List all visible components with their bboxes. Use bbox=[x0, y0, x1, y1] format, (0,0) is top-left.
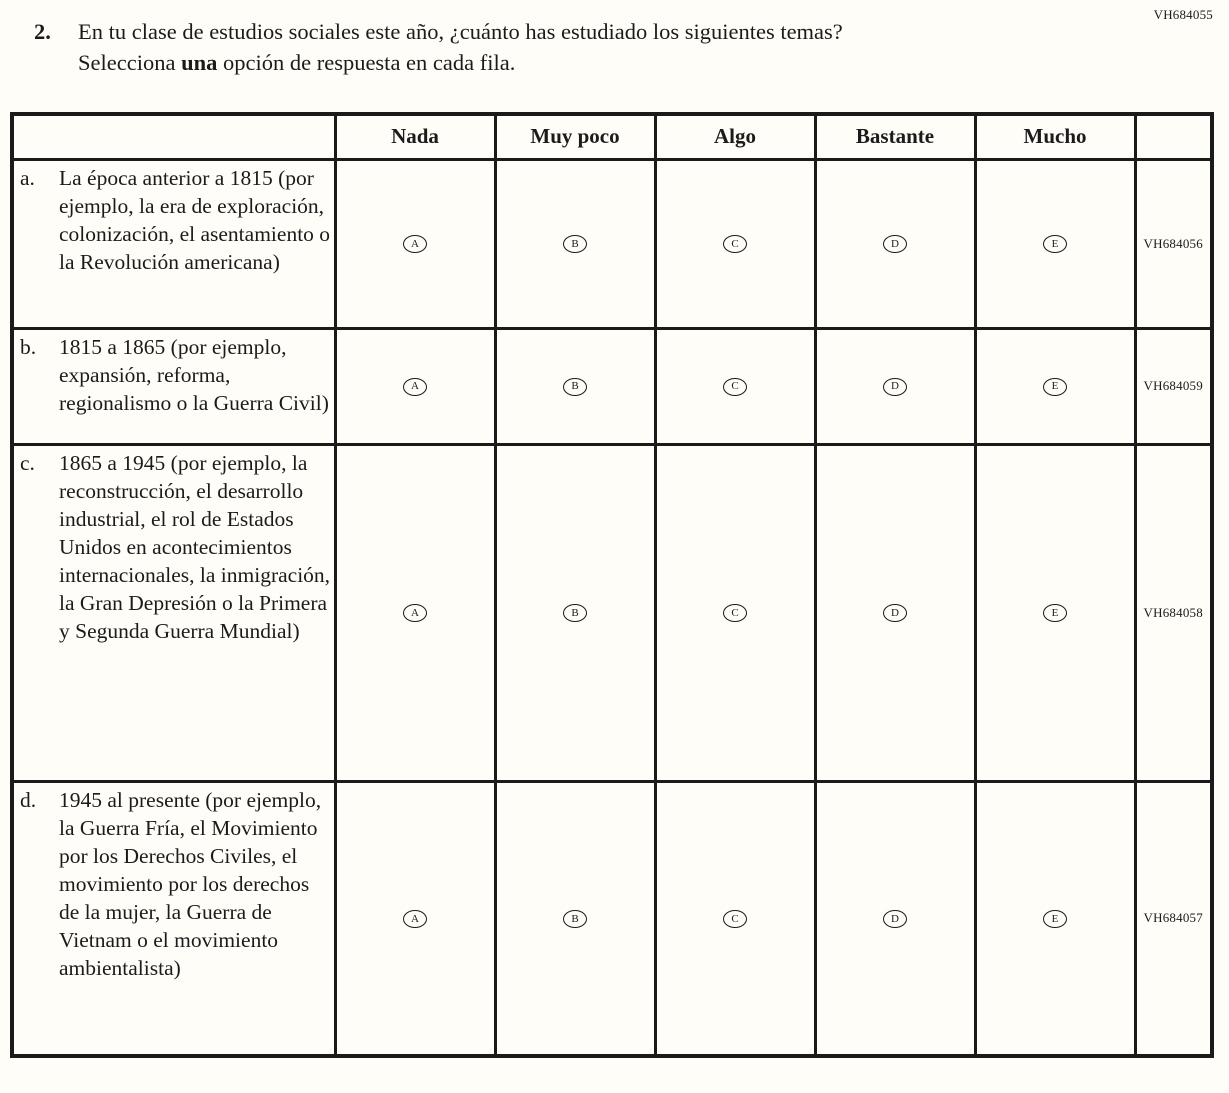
row-code: VH684057 bbox=[1135, 781, 1212, 1056]
option-letter: D bbox=[891, 912, 899, 925]
option-bubble-d-c[interactable] bbox=[723, 910, 747, 928]
row-topic-text: 1815 a 1865 (por ejemplo, expansión, reforma, regionalismo o la Guerra Civil) bbox=[59, 334, 329, 415]
code-column-header bbox=[1135, 114, 1212, 159]
option-letter: C bbox=[731, 912, 739, 925]
option-letter: D bbox=[891, 606, 899, 619]
option-bubble-a-a[interactable] bbox=[403, 235, 427, 253]
topic-cell bbox=[12, 159, 335, 328]
option-letter: E bbox=[1051, 912, 1059, 925]
option-cell-c-c bbox=[655, 444, 815, 781]
option-cell-d-a bbox=[335, 781, 495, 1056]
option-cell-b-b bbox=[495, 328, 655, 444]
option-cell-d-d bbox=[815, 781, 975, 1056]
option-letter: A bbox=[411, 380, 419, 393]
row-letter: c. bbox=[20, 450, 35, 475]
column-header-bastante: Bastante bbox=[815, 114, 975, 159]
option-letter: D bbox=[891, 380, 899, 393]
option-cell-a-a bbox=[335, 159, 495, 328]
option-cell-b-c bbox=[655, 328, 815, 444]
option-letter: E bbox=[1051, 606, 1059, 619]
option-cell-c-a bbox=[335, 444, 495, 781]
option-letter: D bbox=[891, 237, 899, 250]
topic-cell bbox=[12, 444, 335, 781]
option-bubble-d-e[interactable] bbox=[1043, 910, 1067, 928]
option-bubble-a-b[interactable] bbox=[563, 235, 587, 253]
option-letter: C bbox=[731, 380, 739, 393]
option-cell-d-e bbox=[975, 781, 1135, 1056]
option-cell-a-b bbox=[495, 159, 655, 328]
question-text-start: En tu clase de estudios sociales este año, ¿cuánto has estudiado los siguientes temas? Selecciona bbox=[78, 19, 843, 75]
option-bubble-b-a[interactable] bbox=[403, 378, 427, 396]
option-bubble-a-c[interactable] bbox=[723, 235, 747, 253]
topic-cell bbox=[12, 328, 335, 444]
column-header-nada: Nada bbox=[335, 114, 495, 159]
option-letter: A bbox=[411, 237, 419, 250]
option-bubble-b-c[interactable] bbox=[723, 378, 747, 396]
table-row bbox=[12, 159, 1212, 328]
question-text-end: opción de respuesta en cada fila. bbox=[217, 50, 516, 75]
table-row bbox=[12, 444, 1212, 781]
row-topic-text: 1865 a 1945 (por ejemplo, la reconstrucción, el desarrollo industrial, el rol de Estados Unidos en acontecimientos internacionales, la inmigración, la Gran Depresión o la Primera y Segunda Guerra Mundial) bbox=[59, 450, 331, 643]
row-letter: d. bbox=[20, 787, 37, 812]
question bbox=[34, 16, 923, 78]
option-bubble-c-a[interactable] bbox=[403, 604, 427, 622]
option-cell-c-d bbox=[815, 444, 975, 781]
option-bubble-d-d[interactable] bbox=[883, 910, 907, 928]
option-cell-b-d bbox=[815, 328, 975, 444]
option-bubble-d-a[interactable] bbox=[403, 910, 427, 928]
option-bubble-c-b[interactable] bbox=[563, 604, 587, 622]
corner-cell bbox=[12, 114, 335, 159]
question-number: 2. bbox=[34, 19, 51, 44]
row-code: VH684056 bbox=[1135, 159, 1212, 328]
option-cell-b-e bbox=[975, 328, 1135, 444]
question-text bbox=[78, 16, 923, 78]
option-cell-b-a bbox=[335, 328, 495, 444]
study-topics-matrix-table bbox=[10, 112, 1214, 1058]
option-cell-a-e bbox=[975, 159, 1135, 328]
option-bubble-c-d[interactable] bbox=[883, 604, 907, 622]
option-bubble-b-e[interactable] bbox=[1043, 378, 1067, 396]
table-row bbox=[12, 328, 1212, 444]
option-bubble-c-e[interactable] bbox=[1043, 604, 1067, 622]
option-cell-c-b bbox=[495, 444, 655, 781]
option-letter: B bbox=[571, 912, 579, 925]
option-cell-d-c bbox=[655, 781, 815, 1056]
option-letter: B bbox=[571, 606, 579, 619]
option-bubble-c-c[interactable] bbox=[723, 604, 747, 622]
option-letter: E bbox=[1051, 380, 1059, 393]
option-letter: A bbox=[411, 606, 419, 619]
row-topic-text: La época anterior a 1815 (por ejemplo, la era de exploración, colonización, el asentamiento o la Revolución americana) bbox=[59, 165, 331, 274]
option-cell-a-c bbox=[655, 159, 815, 328]
column-header-muy-poco: Muy poco bbox=[495, 114, 655, 159]
option-bubble-b-b[interactable] bbox=[563, 378, 587, 396]
question-bold-word: una bbox=[181, 50, 218, 75]
table-row bbox=[12, 781, 1212, 1056]
option-letter: A bbox=[411, 912, 419, 925]
row-code: VH684059 bbox=[1135, 328, 1212, 444]
row-letter: a. bbox=[20, 165, 35, 190]
option-letter: E bbox=[1051, 237, 1059, 250]
option-bubble-a-e[interactable] bbox=[1043, 235, 1067, 253]
option-bubble-a-d[interactable] bbox=[883, 235, 907, 253]
column-header-algo: Algo bbox=[655, 114, 815, 159]
option-cell-c-e bbox=[975, 444, 1135, 781]
option-bubble-b-d[interactable] bbox=[883, 378, 907, 396]
option-letter: B bbox=[571, 237, 579, 250]
option-cell-d-b bbox=[495, 781, 655, 1056]
header-row bbox=[12, 114, 1212, 159]
option-cell-a-d bbox=[815, 159, 975, 328]
option-letter: C bbox=[731, 606, 739, 619]
option-letter: B bbox=[571, 380, 579, 393]
row-code: VH684058 bbox=[1135, 444, 1212, 781]
row-letter: b. bbox=[20, 334, 37, 359]
topic-cell bbox=[12, 781, 335, 1056]
option-bubble-d-b[interactable] bbox=[563, 910, 587, 928]
page-accession-code: VH684055 bbox=[1153, 7, 1213, 22]
row-topic-text: 1945 al presente (por ejemplo, la Guerra Fría, el Movimiento por los Derechos Civiles, el movimiento por los derechos de la mujer, la Guerra de Vietnam o el movimiento ambientalista) bbox=[59, 787, 322, 980]
column-header-mucho: Mucho bbox=[975, 114, 1135, 159]
option-letter: C bbox=[731, 237, 739, 250]
